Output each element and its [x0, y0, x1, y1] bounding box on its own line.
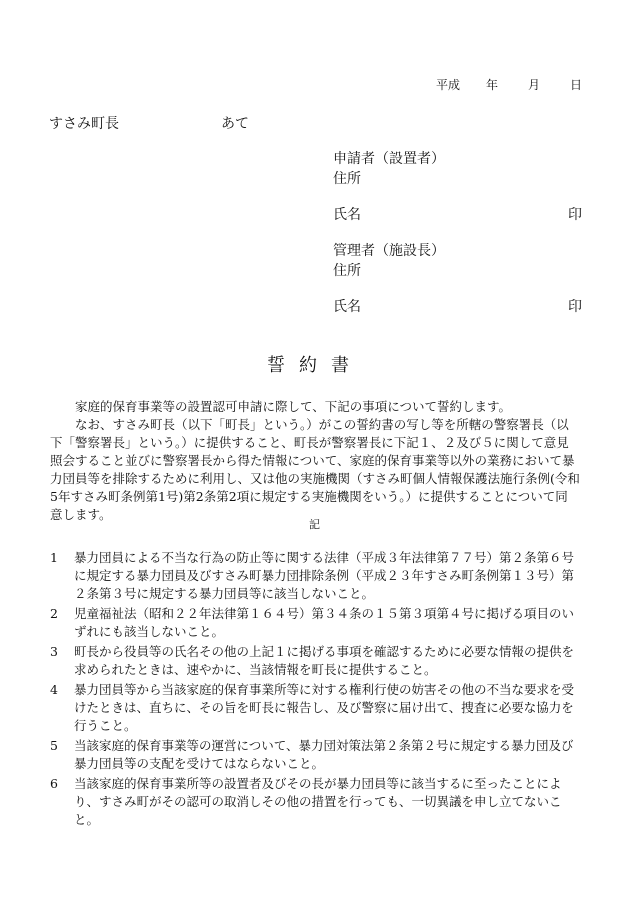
item-number: 5 — [50, 738, 58, 753]
intro-paragraph-2: なお、すさみ町長（以下「町長」という。）がこの誓約書の写し等を所轄の警察署長（以下「警察署長」という。）に提供すること、町長が警察署長に下記１、２及び５に関して意見照会すること並びに警察署長から得た情報について、家庭的保育事業等以外の業務において暴力団員等を排除するために利用し、又は他の実施機関（すさみ町個人情報保護法施行条例(令和5年すさみ町条例第1号)第2条第2項に規定する実施機関をいう。）に提供することについて同意します。 — [50, 417, 580, 522]
item-text: 児童福祉法（昭和２２年法律第１６４号）第３４条の１５第３項第４号に掲げる項目のいずれにも該当しないこと。 — [74, 606, 575, 639]
manager-name-label: 氏名 — [333, 299, 361, 315]
list-item — [50, 737, 582, 773]
applicant-seal-mark: 印 — [568, 207, 582, 223]
list-item — [50, 549, 582, 603]
list-item — [50, 605, 582, 641]
addressee-suffix: あて — [221, 116, 249, 132]
applicant-address-label: 住所 — [333, 171, 361, 187]
intro-text — [50, 398, 580, 524]
manager-seal-mark: 印 — [568, 299, 582, 315]
document-title: 誓約書 — [267, 355, 363, 376]
manager-heading: 管理者（施設長） — [333, 243, 445, 259]
manager-address-label: 住所 — [333, 263, 361, 279]
date-month-unit: 月 — [528, 78, 541, 92]
date-line — [436, 79, 582, 91]
date-year-unit: 年 — [486, 78, 499, 92]
item-number: 1 — [50, 550, 58, 565]
item-text: 当該家庭的保育事業等の運営について、暴力団対策法第２条第２号に規定する暴力団及び暴力団員等の支配を受けてはならないこと。 — [74, 738, 574, 771]
item-number: 2 — [50, 606, 58, 621]
ki-heading: 記 — [309, 518, 320, 531]
item-text: 暴力団員による不当な行為の防止等に関する法律（平成３年法律第７７号）第２条第６号に規定する暴力団員及びすさみ町暴力団排除条例（平成２３年すさみ町条例第１３号）第２条第３号に規定する暴力団員等に該当しないこと。 — [74, 550, 575, 601]
item-text: 町長から役員等の氏名その他の上記１に掲げる事項を確認するために必要な情報の提供を求められたときは、速やかに、当該情報を町長に提供すること。 — [74, 644, 575, 677]
addressee-name: すさみ町長 — [49, 116, 119, 132]
date-day-unit: 日 — [570, 78, 583, 92]
item-number: 4 — [50, 682, 58, 697]
date-era: 平成 — [436, 78, 461, 92]
item-number: 6 — [50, 776, 58, 791]
item-number: 3 — [50, 644, 58, 659]
list-item — [50, 681, 582, 735]
intro-paragraph-1: 家庭的保育事業等の設置認可申請に際して、下記の事項について誓約します。 — [75, 399, 512, 414]
pledge-items-list — [50, 549, 582, 831]
list-item — [50, 643, 582, 679]
list-item — [50, 775, 582, 829]
item-text: 暴力団員等から当該家庭的保育事業所等に対する権利行使の妨害その他の不当な要求を受けたときは、直ちに、その旨を町長に報告し、及び警察に届け出て、捜査に必要な協力を行うこと。 — [74, 682, 575, 733]
applicant-name-label: 氏名 — [333, 207, 361, 223]
item-text: 当該家庭的保育事業所等の設置者及びその長が暴力団員等に該当するに至ったことにより、すさみ町がその認可の取消しその他の措置を行っても、一切異議を申し立てないこと。 — [74, 776, 562, 827]
applicant-heading: 申請者（設置者） — [333, 151, 445, 167]
